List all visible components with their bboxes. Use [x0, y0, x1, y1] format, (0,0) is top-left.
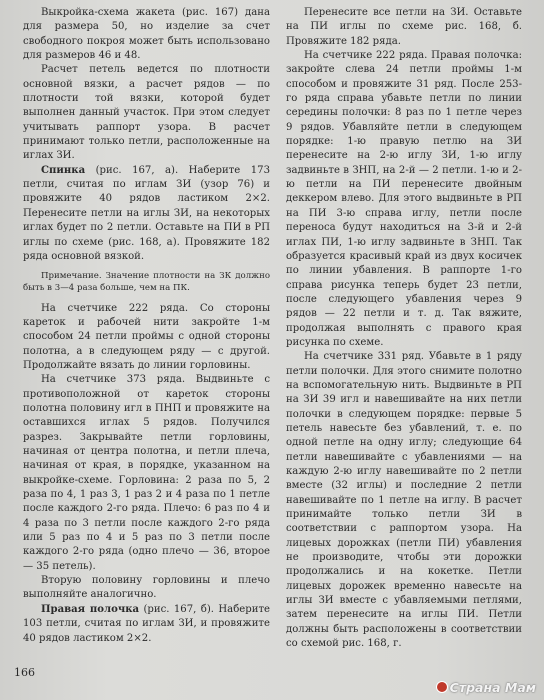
page-number: 166 [14, 666, 35, 679]
paragraph: Расчет петель ведется по плотности основной вязки, а расчет рядов — по плотности той вязки, которой будет выполнен данный участок. При этом следует учитывать раппорт узора. В расчет принимают только петли, расположенные на иглах ЗИ. [23, 64, 270, 162]
section-heading: Правая полочка [41, 603, 140, 615]
section-heading: Спинка [41, 164, 86, 176]
paragraph: Перенесите все петли на ЗИ. Оставьте на ПИ иглы по схеме рис. 168, б. Провяжите 182 ряда. [286, 7, 522, 47]
paragraph: Вторую половину горловины и плечо выполняйте аналогично. [23, 575, 270, 601]
site-watermark [436, 680, 536, 695]
paragraph: На счетчике 331 ряд. Убавьте в 1 ряду петли полочки. Для этого снимите полотно на вспомогательную нить. Выдвиньте в РП на ЗИ 39 игл и навешивайте на них петли полочки в следующем порядке: первые 5 петель навесьте без убавлений, т. е. по одной петле на одну иглу; следующие 64 петли навешивайте с убавлениями — на каждую 2-ю иглу навешивайте по 2 петли вместе (32 иглы) и последние 2 петли навешивайте по 1 петле на иглу. В расчет принимайте только петли ЗИ в соответствии с раппортом узора. На лицевых дорожках (петли ПИ) убавления не производите, чтобы эти дорожки продолжались и на кокетке. Петли лицевых дорожек временно навесьте на иглы ЗИ вместе с убавляемыми петлями, затем перенесите на иглы ПИ. Петли должны быть расположены в соответствии со схемой рис. 168, г. [286, 351, 522, 650]
section-paragraph [23, 603, 270, 646]
left-text-column [23, 6, 270, 646]
section-paragraph [23, 164, 270, 264]
paragraph: На счетчике 373 ряда. Выдвиньте с противоположной от кареток стороны полотна половину игл в ПНП и провяжите на оставшихся иглах 5 рядов. Получился разрез. Закрывайте петли горловины, начиная от центра полотна, и петли плеча, начиная от края, в порядке, указанном на выкройке-схеме. Горловина: 2 раза по 5, 2 раза по 4, 1 раз 3, 1 раз 2 и 4 раза по 1 петле после каждого 2-го ряда. Плечо: 6 раз по 4 и 4 раза по 3 петли после каждого 2-го ряда или 5 раз по 4 и 5 раз по 3 петли после каждого 2-го ряда (одно плечо — 36, второе — 35 петель). [23, 374, 270, 572]
watermark-logo-icon [436, 681, 448, 693]
watermark-text: Страна Мам [449, 680, 536, 695]
section-text: (рис. 167, б). Наберите 103 петли, считая по иглам ЗИ, и провяжите 40 рядов ластиком 2×2. [23, 603, 270, 644]
paragraph: Выкройка-схема жакета (рис. 167) дана для размера 50, но изделие за счет свободного покроя может быть использовано для размеров 46 и 48. [23, 7, 270, 62]
section-text: (рис. 167, а). Наберите 173 петли, считая по иглам ЗИ (узор 76) и провяжите 40 рядов ластиком 2×2. Перенесите петли на иглы ЗИ, на некоторых иглах будет по 2 петли. Оставьте на ПИ в РП иглы по схеме (рис. 168, а). Провяжите 182 ряда основной вязкой. [23, 164, 270, 262]
right-text-column [286, 6, 522, 651]
note-paragraph: Примечание. Значение плотности на ЗК должно быть в 3—4 раза больше, чем на ПК. [23, 271, 270, 294]
paragraph: На счетчике 222 ряда. Со стороны кареток и рабочей нити закройте 1-м способом 24 петли проймы с одной стороны полотна, а в следующем ряду — с другой. Продолжайте вязать до линии горловины. [23, 302, 270, 371]
paragraph: На счетчике 222 ряда. Правая полочка: закройте слева 24 петли проймы 1-м способом и провяжите 31 ряд. После 253-го ряда справа убавьте петли по линии середины полочки: 8 раз по 1 петле через 9 рядов. Убавляйте петли в следующем порядке: 1-ю правую петлю на ЗИ перенесите на 2-ю иглу ЗИ, 1-ю иглу задвиньте в ЗНП, на 2-й — 2 петли. 1-ю и 2-ю петли на ПИ перенесите двойным деккером влево. Для этого выдвиньте в РП на ПИ 3-ю справа иглу, петли после переноса будут находиться на 3-й и 2-й иглах ПИ, 1-ю иглу задвиньте в ЗНП. Так образуется красивый край из двух косичек по линии убавления. В раппорте 1-го справа рисунка теперь будет 23 петли, после следующего убавления через 9 рядов — 22 петли и т. д. Так вяжите, продолжая выполнять с правого края рисунка по схеме. [286, 50, 522, 348]
